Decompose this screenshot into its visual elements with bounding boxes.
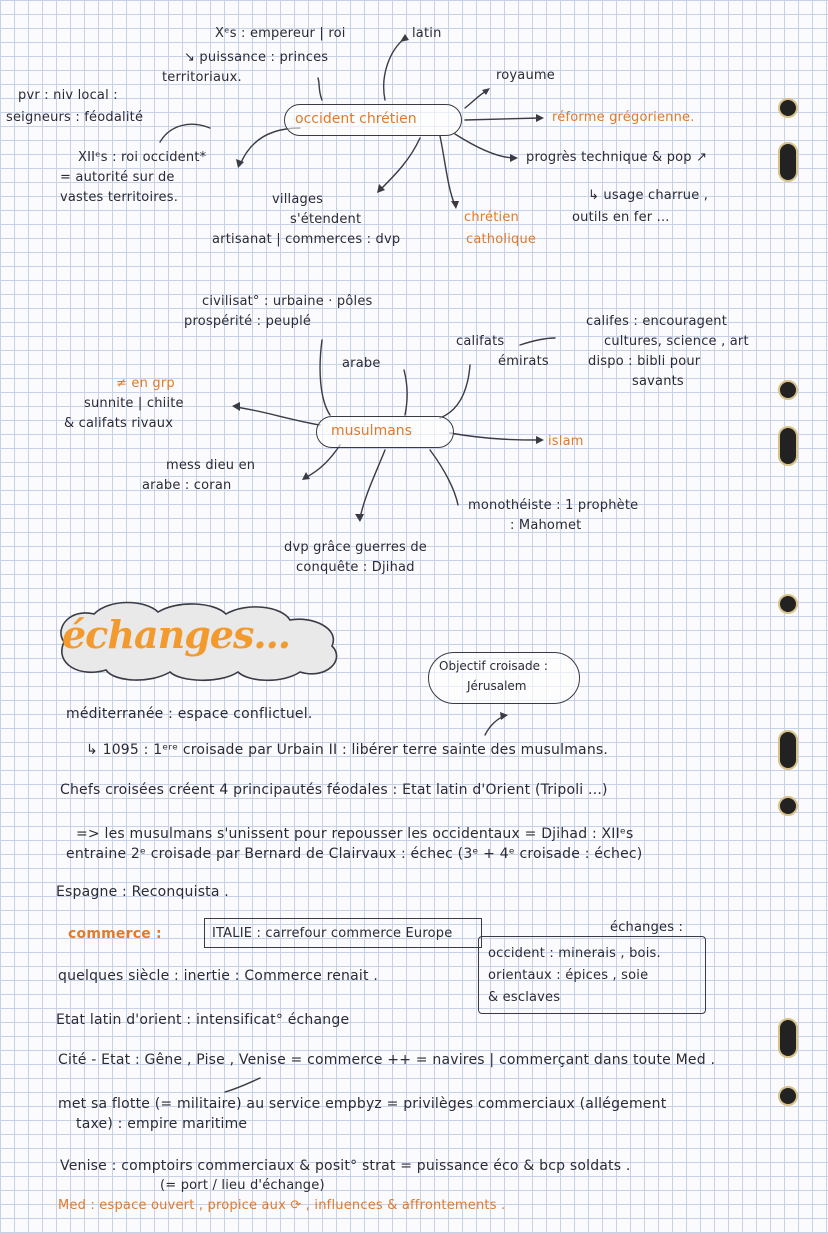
notes-line11: taxe) : empire maritime — [76, 1116, 248, 1132]
map1-villages1: villages — [272, 192, 324, 207]
map2-mess2: arabe : coran — [142, 478, 232, 493]
map1-left-line4: = autorité sur de — [60, 170, 175, 185]
echanges-line2: orientaux : épices , soie — [488, 968, 649, 983]
notes-line7: quelques siècle : inertie : Commerce renait . — [58, 968, 378, 984]
map1-royaume: royaume — [496, 68, 555, 83]
notes-line13: (= port / lieu d'échange) — [160, 1178, 325, 1193]
notes-line6: Espagne : Reconquista . — [56, 884, 229, 900]
map1-progres: progrès technique & pop ↗ — [526, 150, 708, 165]
notes-line12: Venise : comptoirs commerciaux & posit° strat = puissance éco & bcp soldats . — [60, 1158, 631, 1174]
map2-arabe: arabe — [342, 356, 381, 371]
map1-top-line3: territoriaux. — [162, 70, 242, 85]
commerce-label: commerce : — [68, 926, 162, 942]
map1-center-bubble — [284, 104, 462, 136]
map1-usage1: ↳ usage charrue , — [588, 188, 709, 203]
map2-califes4: savants — [632, 374, 684, 389]
notes-line1: méditerranée : espace conflictuel. — [66, 706, 313, 722]
notes-line5: entraine 2ᵉ croisade par Bernard de Clairvaux : échec (3ᵉ + 4ᵉ croisade : échec) — [66, 846, 643, 862]
binder-hole — [778, 98, 798, 118]
notes-line14: Med : espace ouvert , propice aux ⟳ , influences & affrontements . — [58, 1198, 506, 1213]
map1-left-line3: XIIᵉs : roi occident* — [78, 150, 207, 165]
map1-villages2: s'étendent — [290, 212, 362, 227]
map2-left1: ≠ en grp — [116, 376, 175, 391]
map2-califats: califats — [456, 334, 505, 349]
map1-villages3: artisanat | commerces : dvp — [212, 232, 401, 247]
map1-chretien2: catholique — [466, 232, 537, 247]
objectif-bubble — [428, 652, 580, 704]
map1-left-line5: vastes territoires. — [60, 190, 179, 205]
map2-emirats: émirats — [498, 354, 549, 369]
map2-civ2: prospérité : peuplé — [184, 314, 312, 329]
binder-slot — [778, 1018, 798, 1058]
map1-top-line1: Xᵉs : empereur | roi — [215, 26, 346, 41]
binder-slot — [778, 426, 798, 466]
objectif-line2: Jérusalem — [467, 679, 527, 693]
map1-left-line2: seigneurs : féodalité — [6, 110, 144, 125]
notes-line3: Chefs croisées créent 4 principautés féodales : Etat latin d'Orient (Tripoli ...) — [60, 782, 608, 798]
map1-center-label: occident chrétien — [295, 111, 417, 127]
map2-mess1: mess dieu en — [166, 458, 256, 473]
map1-top-line2: ↘ puissance : princes — [184, 50, 329, 65]
map2-dvp2: conquête : Djihad — [296, 560, 415, 575]
map2-center-bubble — [316, 416, 454, 448]
notes-line4: => les musulmans s'unissent pour repousser les occidentaux = Djihad : XIIᵉs — [76, 826, 634, 842]
binder-hole — [778, 796, 798, 816]
map2-califes1: califes : encouragent — [586, 314, 728, 329]
binder-hole — [778, 1086, 798, 1106]
binder-slot — [778, 730, 798, 770]
echanges-line1: occident : minerais , bois. — [488, 946, 661, 961]
map2-civ1: civilisat° : urbaine · pôles — [202, 294, 373, 309]
map1-reforme: réforme grégorienne. — [552, 110, 695, 125]
map2-mono2: : Mahomet — [510, 518, 582, 533]
map2-left2: sunnite | chiite — [84, 396, 184, 411]
notes-line8: Etat latin d'orient : intensificat° échange — [56, 1012, 350, 1028]
objectif-line1: Objectif croisade : — [439, 659, 548, 673]
italie-text: ITALIE : carrefour commerce Europe — [212, 926, 453, 941]
binder-hole — [778, 380, 798, 400]
map1-latin: latin — [412, 26, 442, 41]
map2-mono1: monothéiste : 1 prophète — [468, 498, 639, 513]
section-title-cloud — [50, 598, 350, 684]
map2-left3: & califats rivaux — [64, 416, 174, 431]
map2-califes3: dispo : bibli pour — [588, 354, 701, 369]
echanges-line3: & esclaves — [488, 990, 561, 1005]
notes-line10: met sa flotte (= militaire) au service empbyz = privilèges commerciaux (allégement — [58, 1096, 667, 1112]
map2-center-label: musulmans — [331, 423, 412, 439]
map1-usage2: outils en fer ... — [572, 210, 670, 225]
notes-line9: Cité - Etat : Gêne , Pise , Venise = commerce ++ = navires | commerçant dans toute Med . — [58, 1052, 716, 1068]
section-title: échanges... — [62, 612, 291, 657]
map1-left-line1: pvr : niv local : — [18, 88, 118, 103]
notes-line2: ↳ 1095 : 1ᵉʳᵉ croisade par Urbain II : libérer terre sainte des musulmans. — [86, 742, 609, 758]
echanges-label: échanges : — [610, 920, 684, 935]
map2-califes2: cultures, science , art — [604, 334, 749, 349]
map2-islam: islam — [548, 434, 584, 449]
map2-dvp1: dvp grâce guerres de — [284, 540, 427, 555]
binder-slot — [778, 142, 798, 182]
binder-hole — [778, 594, 798, 614]
map1-chretien1: chrétien — [464, 210, 519, 225]
